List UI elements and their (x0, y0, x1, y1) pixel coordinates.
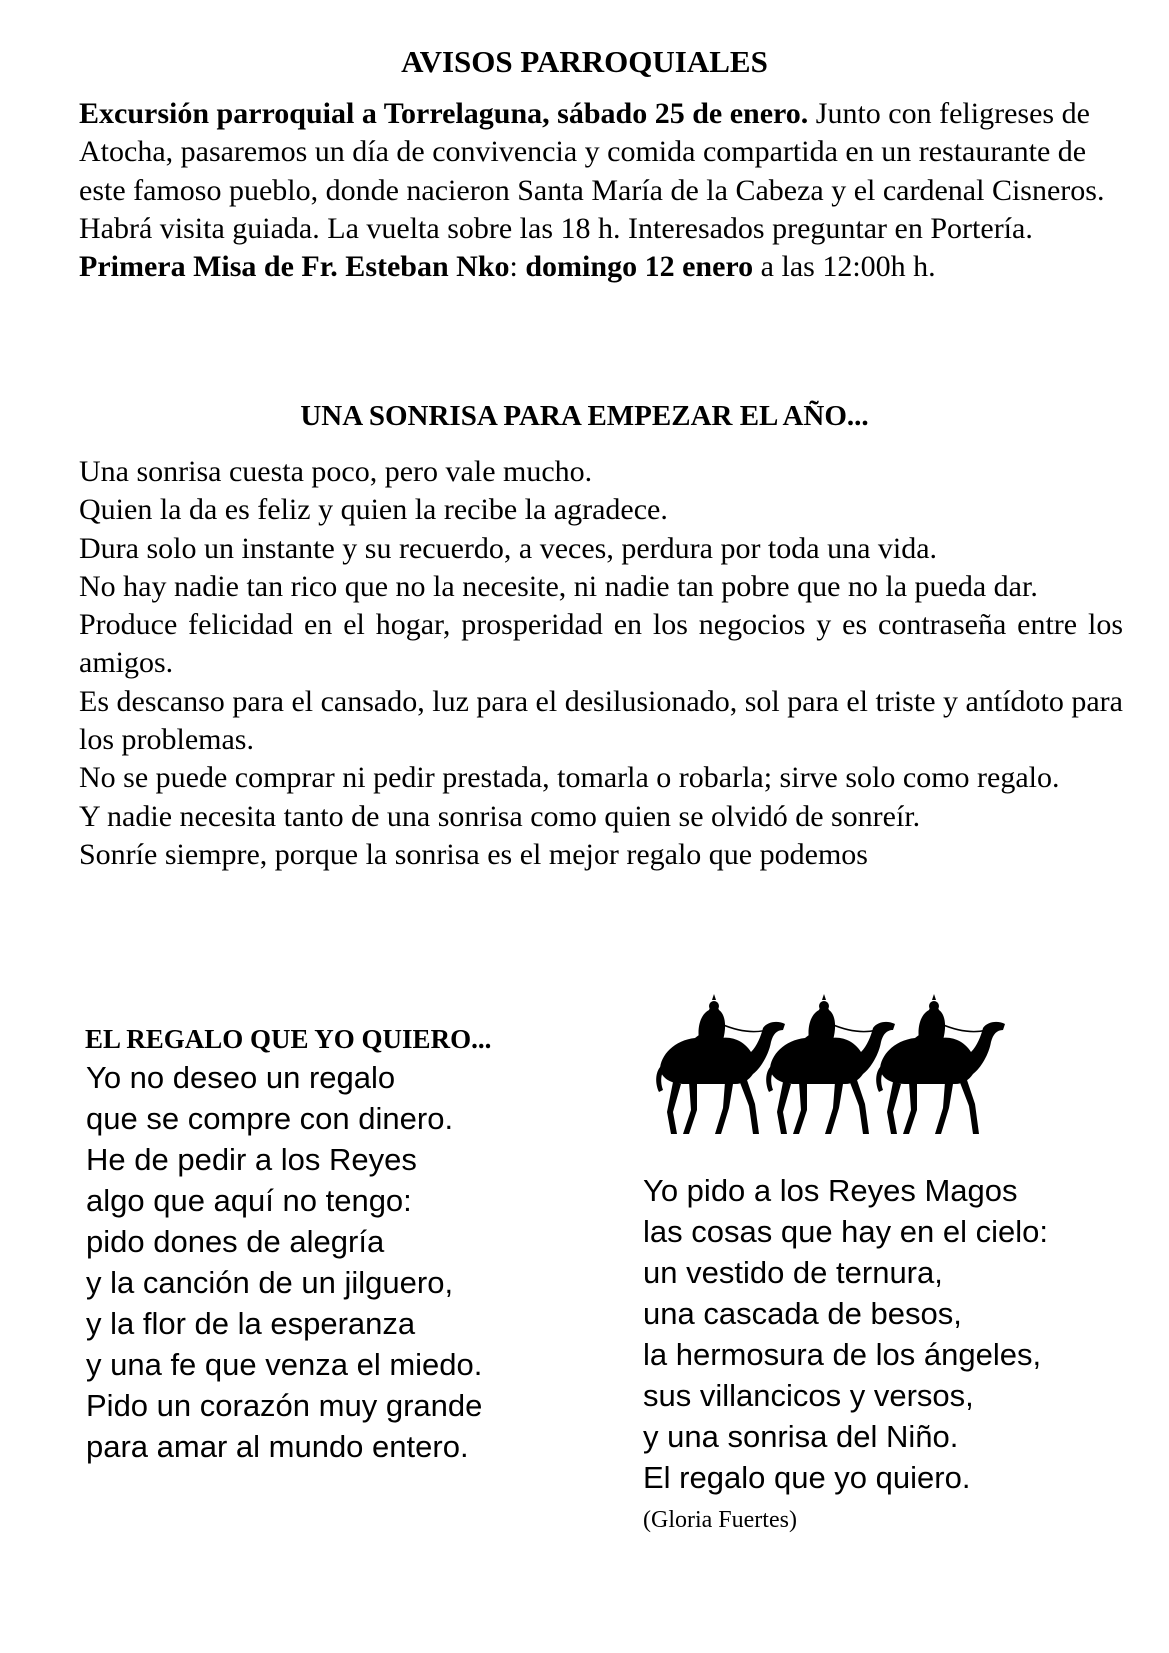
poem-verse: un vestido de ternura, (643, 1255, 943, 1290)
sonrisa-line: No hay nadie tan rico que no la necesite, ni nadie tan pobre que no la pueda dar. (79, 569, 1038, 603)
aviso-excursion (79, 95, 1123, 248)
three-wise-men-camels-icon (655, 988, 1015, 1138)
poem-verse: y la flor de la esperanza (86, 1306, 416, 1341)
aviso-excursion-heading: Excursión parroquial a Torrelaguna, sábado 25 de enero. (79, 97, 809, 130)
poem-verse: Yo pido a los Reyes Magos (643, 1173, 1018, 1208)
sonrisa-title: UNA SONRISA PARA EMPEZAR EL AÑO... (300, 400, 869, 432)
sonrisa-line: Quien la da es feliz y quien la recibe la agradece. (79, 493, 668, 527)
poem-verse: las cosas que hay en el cielo: (643, 1214, 1048, 1249)
poem-verse: He de pedir a los Reyes (86, 1142, 417, 1177)
poem-left-column (86, 1057, 482, 1467)
sonrisa-line: Produce felicidad en el hogar, prosperidad en los negocios y es contraseña entre los amigos. (79, 608, 1123, 680)
poem-verse: El regalo que yo quiero. (643, 1460, 971, 1495)
avisos-title: AVISOS PARROQUIALES (401, 44, 768, 79)
poem-verse: y la canción de un jilguero, (86, 1265, 454, 1300)
aviso-misa-date: domingo 12 enero (525, 250, 754, 284)
sonrisa-line: Es descanso para el cansado, luz para el desilusionado, sol para el triste y antídoto para los problemas. (79, 684, 1123, 757)
aviso-misa-sep: : (509, 250, 526, 284)
sonrisa-line-truncated: Sonríe siempre, porque la sonrisa es el mejor regalo que podemos (79, 837, 868, 871)
avisos-body (79, 95, 1123, 286)
poem-verse: sus villancicos y versos, (643, 1378, 974, 1413)
poem-verse: la hermosura de los ángeles, (643, 1337, 1042, 1372)
sonrisa-line: Y nadie necesita tanto de una sonrisa como quien se olvidó de sonreír. (79, 799, 921, 833)
poem-verse: y una fe que venza el miedo. (86, 1347, 483, 1382)
sonrisa-body (79, 453, 1123, 874)
aviso-misa-time: a las 12:00h h. (753, 250, 936, 284)
sonrisa-line: Dura solo un instante y su recuerdo, a veces, perdura por toda una vida. (79, 531, 938, 565)
poem-verse: y una sonrisa del Niño. (643, 1419, 959, 1454)
poem-verse: que se compre con dinero. (86, 1101, 454, 1136)
poem-verse: algo que aquí no tengo: (86, 1183, 412, 1218)
aviso-misa (79, 248, 1123, 286)
aviso-excursion-text: Junto con feligreses de Atocha, pasaremos un día de convivencia y comida compartida en un restaurante de este famoso pueblo, donde nacieron Santa María de la Cabeza y el cardenal Cisneros. Habrá visita guiada. La vuelta sobre las 18 h. Interesados preguntar en Portería. (79, 97, 1105, 245)
sonrisa-line: No se puede comprar ni pedir prestada, tomarla o robarla; sirve solo como regalo. (79, 761, 1060, 795)
sonrisa-line: Una sonrisa cuesta poco, pero vale mucho. (79, 455, 593, 488)
aviso-misa-heading: Primera Misa de Fr. Esteban Nko (79, 250, 510, 284)
poem-verse: Pido un corazón muy grande (86, 1388, 483, 1423)
poem-verse: para amar al mundo entero. (86, 1429, 469, 1464)
poem-verse: una cascada de besos, (643, 1296, 962, 1331)
poem-verse: Yo no deseo un regalo (86, 1060, 396, 1095)
poem-right-column (643, 1170, 1048, 1498)
poem-verse: pido dones de alegría (86, 1224, 385, 1259)
poem-title: EL REGALO QUE YO QUIERO... (85, 1024, 492, 1054)
poem-author: (Gloria Fuertes) (643, 1507, 797, 1533)
